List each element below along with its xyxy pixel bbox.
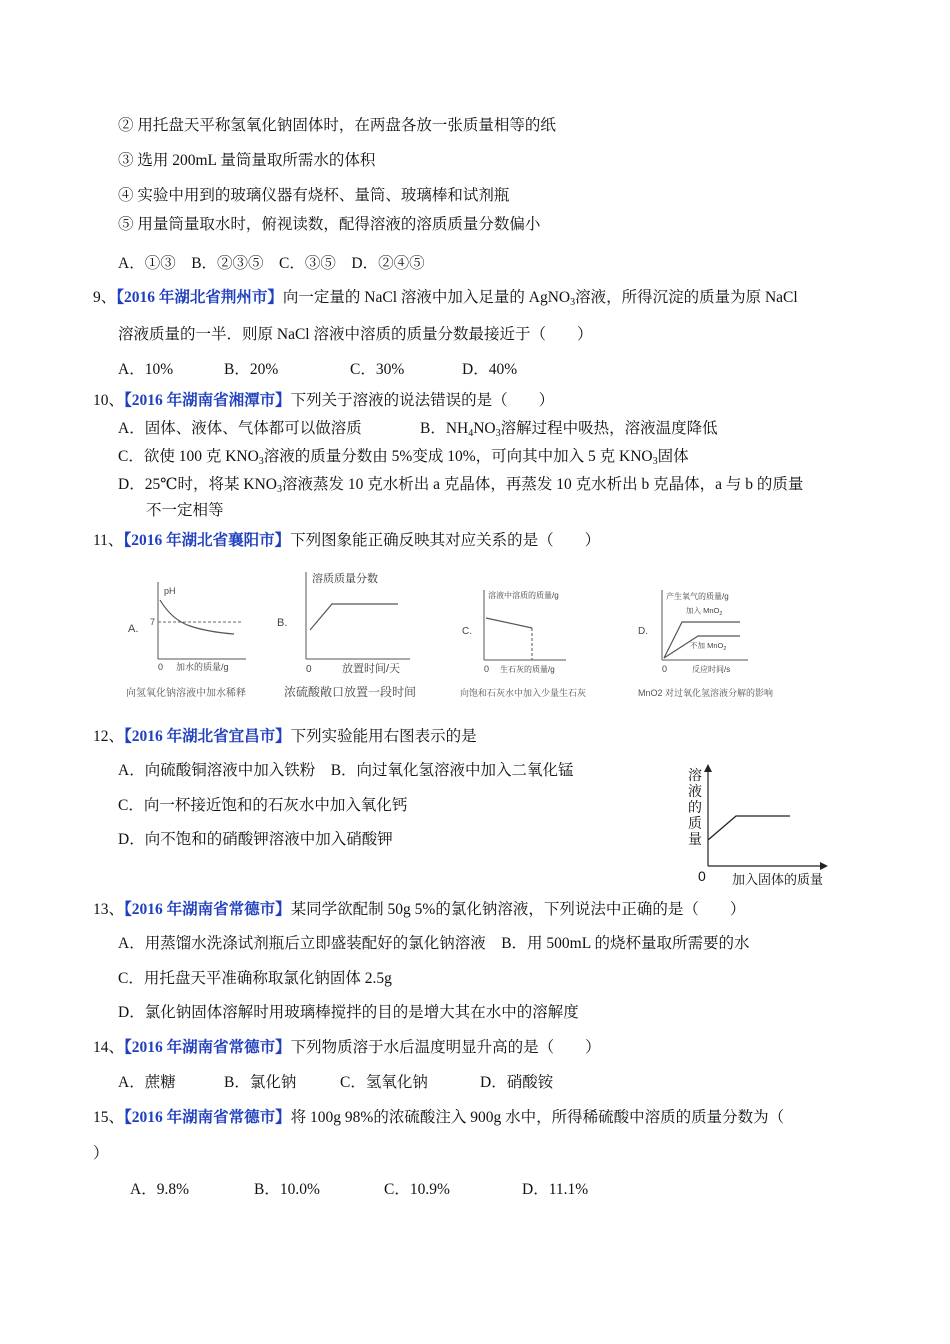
- q10-option-a[interactable]: A．固体、液体、气体都可以做溶质: [118, 420, 362, 437]
- q12-graph-xlabel: 加入固体的质量: [732, 872, 824, 887]
- q11-graph-b-ylabel: 溶质质量分数: [312, 573, 378, 585]
- q12-graph-ylabel-3: 的: [688, 799, 702, 815]
- q12-stem: 12、【2016 年湖北省宜昌市】下列实验能用右图表示的是: [93, 728, 477, 745]
- q11-graph-b-caption: 浓硫酸敞口放置一段时间: [284, 685, 417, 699]
- q11-graph-a[interactable]: [126, 582, 246, 699]
- q11-graph-a-xlabel: 加水的质量/g: [176, 662, 229, 672]
- q11-graph-d-curve1: 加入 MnO$_2$: [686, 606, 723, 617]
- q10-source: 【2016 年湖南省湘潭市】: [124, 392, 291, 409]
- q14-stem: 14、【2016 年湖南省常德市】下列物质溶于水后温度明显升高的是（ ）: [93, 1039, 601, 1056]
- q12-option-d[interactable]: D．向不饱和的硝酸钾溶液中加入硝酸钾: [118, 831, 393, 848]
- q8-option-a[interactable]: A．①③: [118, 255, 176, 272]
- q8-option-d[interactable]: D．②④⑤: [351, 255, 425, 272]
- q11-number: 11、: [93, 532, 124, 549]
- q11-graph-d-ylabel: 产生氧气的质量/g: [666, 592, 729, 601]
- q11-graph-b-xlabel: 放置时间/天: [342, 663, 401, 675]
- q8-statement-4: ④ 实验中用到的玻璃仪器有烧杯、量筒、玻璃棒和试剂瓶: [118, 187, 510, 204]
- q13-stem: 13、【2016 年湖南省常德市】某同学欲配制 50g 5%的氯化钠溶液，下列说法中正确的是（ ）: [93, 901, 746, 918]
- q10-options-ab: [118, 419, 718, 444]
- q14-number: 14、: [93, 1039, 125, 1056]
- q9-stem: 9、【2016 年湖北省荆州市】向一定量的 NaCl 溶液中加入足量的 AgNO$_3$溶液，所得沉淀的质量为原 NaCl: [93, 289, 798, 308]
- q11-graph-d-curve2: 不加 MnO$_2$: [690, 641, 727, 652]
- q8-statement-3: ③ 选用 200mL 量筒量取所需水的体积: [118, 152, 376, 169]
- q9-stem-line2: 溶液质量的一半．则原 NaCl 溶液中溶质的质量分数最接近于（ ）: [118, 326, 593, 343]
- q11-graph-a-tick: 7: [150, 617, 156, 627]
- q14-option-d[interactable]: D．硝酸铵: [480, 1074, 554, 1091]
- q11-graph-a-letter: A.: [128, 623, 139, 635]
- q11-graph-b-origin: 0: [306, 664, 312, 675]
- q15-number: 15、: [93, 1109, 125, 1126]
- q13-option-c[interactable]: C．用托盘天平准确称取氯化钠固体 2.5g: [118, 970, 392, 987]
- q13-source: 【2016 年湖南省常德市】: [124, 901, 291, 918]
- q12-number: 12、: [93, 728, 125, 745]
- q11-graph-d[interactable]: [638, 590, 773, 698]
- q9-option-b[interactable]: B．20%: [224, 361, 279, 378]
- q11-graph-c-xlabel: 生石灰的质量/g: [500, 665, 555, 674]
- q11-graph-c-ylabel: 溶液中溶质的质量/g: [488, 591, 559, 600]
- q8-statement-5: ⑤ 用量筒量取水时，俯视读数，配得溶液的溶质质量分数偏小: [118, 216, 541, 233]
- q12-options-ab[interactable]: A．向硫酸铜溶液中加入铁粉 B．向过氧化氢溶液中加入二氧化锰: [118, 762, 574, 779]
- q14-source: 【2016 年湖南省常德市】: [124, 1039, 291, 1056]
- q11-graph-d-xlabel: 反应时间/s: [692, 665, 731, 674]
- q10-option-d[interactable]: D．25℃时，将某 $KNO_3$溶液蒸发 10 克水析出 a 克晶体，再蒸发 10 克水析出 b 克晶体，a 与 b 的质量: [118, 476, 804, 495]
- q15-option-b[interactable]: B．10.0%: [254, 1181, 320, 1198]
- q11-graph-a-origin: 0: [158, 662, 164, 672]
- q11-graph-d-letter: D.: [638, 626, 648, 637]
- q11-graph-b-letter: B.: [277, 617, 288, 629]
- q8-options: [118, 254, 425, 274]
- q11-stem: 11、【2016 年湖北省襄阳市】下列图象能正确反映其对应关系的是（ ）: [93, 532, 601, 549]
- q9-option-a[interactable]: A．10%: [118, 361, 174, 378]
- q9-options: [118, 360, 517, 380]
- q14-option-a[interactable]: A．蔗糖: [118, 1074, 176, 1091]
- q12-graph-ylabel-2: 液: [688, 783, 702, 799]
- q11-graph-a-ylabel: pH: [164, 586, 176, 596]
- q9-option-d[interactable]: D．40%: [462, 361, 518, 378]
- q15-stem: 15、【2016 年湖南省常德市】将 100g 98%的浓硫酸注入 900g 水中，所得稀硫酸中溶质的质量分数为（: [93, 1109, 785, 1126]
- q15-option-a[interactable]: A．9.8%: [130, 1181, 189, 1198]
- q11-graph-c-caption: 向饱和石灰水中加入少量生石灰: [460, 688, 587, 698]
- q12-graph-ylabel-1: 溶: [688, 767, 702, 783]
- q9-option-c[interactable]: C．30%: [350, 361, 405, 378]
- q9-source: 【2016 年湖北省荆州市】: [116, 289, 283, 306]
- q15-option-c[interactable]: C．10.9%: [384, 1181, 450, 1198]
- q15-options: [130, 1180, 588, 1200]
- q15-option-d[interactable]: D．11.1%: [522, 1181, 589, 1198]
- q11-graph-d-caption: MnO2 对过氧化氢溶液分解的影响: [638, 688, 774, 698]
- q11-graph-b[interactable]: [277, 571, 416, 699]
- q14-option-b[interactable]: B．氯化钠: [224, 1074, 297, 1091]
- q15-stem-close: ）: [93, 1145, 109, 1162]
- q10-stem: 10、【2016 年湖南省湘潭市】下列关于溶液的说法错误的是（ ）: [93, 392, 555, 409]
- q11-graph-d-origin: 0: [662, 664, 668, 674]
- q8-statement-2: ② 用托盘天平称氢氧化钠固体时，在两盘各放一张质量相等的纸: [118, 117, 556, 134]
- q11-source: 【2016 年湖北省襄阳市】: [123, 532, 291, 549]
- q11-graph-c[interactable]: [460, 590, 586, 698]
- q11-graph-c-origin: 0: [484, 664, 490, 674]
- q14-option-c[interactable]: C．氢氧化钠: [340, 1074, 428, 1091]
- q14-options: [118, 1073, 553, 1093]
- q11-graph-a-caption: 向氢氧化钠溶液中加水稀释: [126, 688, 246, 699]
- q10-option-d-line2: 不一定相等: [146, 502, 224, 519]
- q13-number: 13、: [93, 901, 125, 918]
- q10-option-c[interactable]: C．欲使 100 克 $KNO_3$溶液的质量分数由 5%变成 10%，可向其中加入 5 克 $KNO_3$固体: [118, 448, 689, 467]
- q12-graph: [680, 760, 840, 890]
- q12-graph-ylabel-5: 量: [688, 831, 702, 847]
- q10-number: 10、: [93, 392, 125, 409]
- q15-source: 【2016 年湖南省常德市】: [124, 1109, 291, 1126]
- q10-option-b[interactable]: B．$NH_4NO_3$溶解过程中吸热，溶液温度降低: [420, 420, 718, 439]
- q13-options-ab[interactable]: A．用蒸馏水洗涤试剂瓶后立即盛装配好的氯化钠溶液 B．用 500mL 的烧杯量取所需要的水: [118, 935, 750, 952]
- q9-number: 9、: [93, 289, 117, 306]
- q12-graph-ylabel-4: 质: [688, 815, 702, 831]
- q13-option-d[interactable]: D．氯化钠固体溶解时用玻璃棒搅拌的目的是增大其在水中的溶解度: [118, 1004, 579, 1021]
- q11-graphs: [120, 564, 820, 704]
- q12-source: 【2016 年湖北省宜昌市】: [124, 728, 291, 745]
- q12-graph-origin: 0: [698, 868, 706, 884]
- q11-graph-c-letter: C.: [462, 626, 472, 637]
- q8-option-b[interactable]: B．②③⑤: [191, 255, 264, 272]
- q8-option-c[interactable]: C．③⑤: [279, 255, 336, 272]
- q12-option-c[interactable]: C．向一杯接近饱和的石灰水中加入氧化钙: [118, 797, 408, 814]
